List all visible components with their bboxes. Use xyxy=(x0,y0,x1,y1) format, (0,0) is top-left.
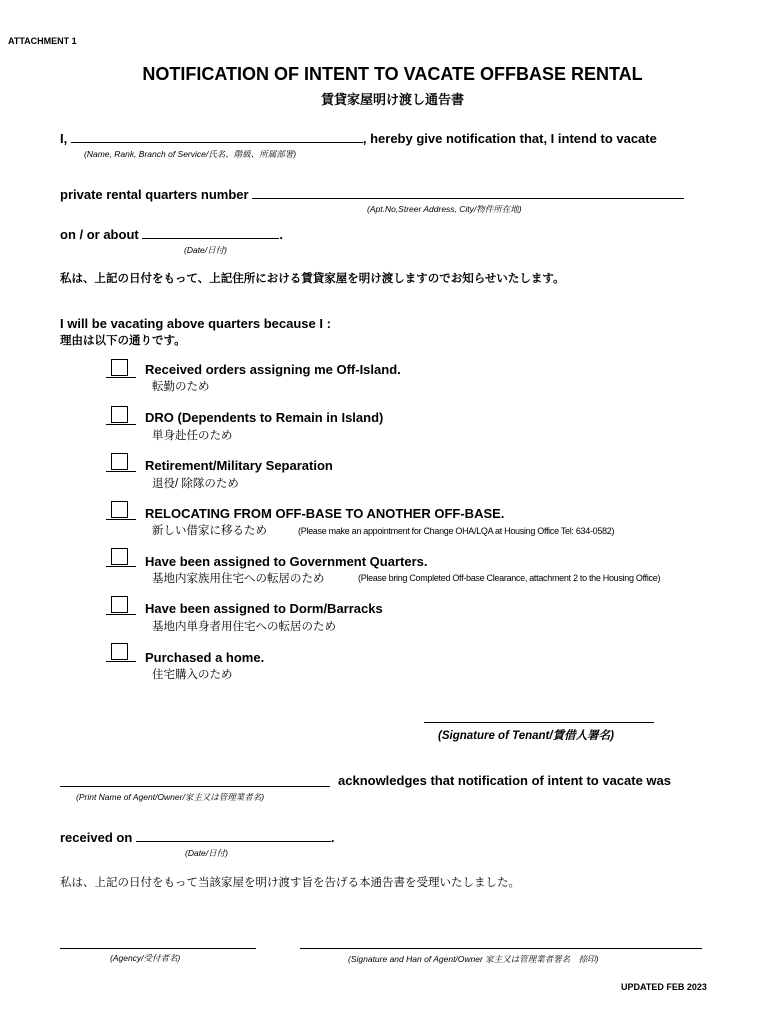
checkbox-underline xyxy=(106,377,136,378)
received-label: received on xyxy=(60,830,133,845)
tenant-prefix: I, xyxy=(60,131,68,146)
reasons-heading: I will be vacating above quarters because I : xyxy=(60,316,331,331)
reason-checkbox-orders[interactable] xyxy=(111,359,128,376)
date-row xyxy=(60,227,283,242)
tenant-name-field[interactable] xyxy=(71,142,363,143)
tenant-signature-hint: (Signature of Tenant/賃借人署名) xyxy=(438,730,614,742)
tenant-statement xyxy=(60,131,657,146)
reason-note-gov-quarters: (Please bring Completed Off-base Clearance, attachment 2 to the Housing Office) xyxy=(358,573,661,583)
reason-label-orders: Received orders assigning me Off-Island. xyxy=(145,362,401,377)
reason-label-retirement: Retirement/Military Separation xyxy=(145,458,333,473)
reason-label-relocating: RELOCATING FROM OFF-BASE TO ANOTHER OFF-BASE. xyxy=(145,506,505,521)
received-date-hint: (Date/日付) xyxy=(185,848,228,858)
reason-checkbox-retirement[interactable] xyxy=(111,453,128,470)
page-title-ja: 賃貸家屋明け渡し通告書 xyxy=(320,92,464,107)
reason-label-dro: DRO (Dependents to Remain in Island) xyxy=(145,410,384,425)
checkbox-underline xyxy=(106,519,136,520)
date-end: . xyxy=(279,227,283,242)
received-date-field[interactable] xyxy=(136,841,331,842)
receipt-ja: 私は、上記の日付をもって当該家屋を明け渡す旨を告げる本通告書を受理いたしました。 xyxy=(60,877,520,889)
ack-text: acknowledges that notification of intent to vacate was xyxy=(338,773,671,788)
agency-hint: (Agency/受付者名) xyxy=(110,953,181,963)
reason-checkbox-purchased[interactable] xyxy=(111,643,128,660)
page-title: NOTIFICATION OF INTENT TO VACATE OFFBASE RENTAL xyxy=(142,64,643,84)
agent-signature-field[interactable] xyxy=(300,948,702,949)
reason-label-purchased: Purchased a home. xyxy=(145,650,265,665)
reason-checkbox-gov-quarters[interactable] xyxy=(111,548,128,565)
tenant-statement-text: , hereby give notification that, I intend to vacate xyxy=(362,131,657,146)
reason-label-retirement-ja: 退役/ 除隊のため xyxy=(152,478,239,490)
reason-label-dorm-ja: 基地内単身者用住宅への転居のため xyxy=(152,621,336,633)
date-hint: (Date/日付) xyxy=(184,245,227,255)
checkbox-underline xyxy=(106,424,136,425)
reasons-heading-ja: 理由は以下の通りです。 xyxy=(60,335,186,347)
agent-signature-hint: (Signature and Han of Agent/Owner 家主又は管理業者署名 捺印) xyxy=(348,954,599,964)
reason-label-dorm: Have been assigned to Dorm/Barracks xyxy=(145,601,383,616)
reason-checkbox-dro[interactable] xyxy=(111,406,128,423)
checkbox-underline xyxy=(106,661,136,662)
tenant-signature-field[interactable] xyxy=(424,722,654,723)
checkbox-underline xyxy=(106,614,136,615)
reason-label-gov-quarters-ja: 基地内家族用住宅への転居のため xyxy=(152,573,325,585)
attachment-label: ATTACHMENT 1 xyxy=(8,36,77,46)
reason-label-gov-quarters: Have been assigned to Government Quarters. xyxy=(145,554,428,569)
received-row xyxy=(60,830,335,845)
reason-note-relocating: (Please make an appointment for Change OHA/LQA at Housing Office Tel: 634-0582) xyxy=(298,526,615,536)
date-label: on / or about xyxy=(60,227,139,242)
agent-name-field[interactable] xyxy=(60,786,330,787)
quarters-label: private rental quarters number xyxy=(60,187,249,202)
reason-label-orders-ja: 転勤のため xyxy=(152,381,210,393)
address-hint: (Apt.No,Streer Address, City/物件所在地) xyxy=(367,204,522,214)
received-end: . xyxy=(330,830,335,845)
agency-field[interactable] xyxy=(60,948,256,949)
updated-date: UPDATED FEB 2023 xyxy=(621,982,707,992)
reason-checkbox-relocating[interactable] xyxy=(111,501,128,518)
vacate-date-field[interactable] xyxy=(142,238,279,239)
agent-name-hint: (Print Name of Agent/Owner/家主又は管理業者名) xyxy=(76,792,265,802)
reason-label-dro-ja: 単身赴任のため xyxy=(152,430,233,442)
reason-label-purchased-ja: 住宅購入のため xyxy=(152,669,233,681)
tenant-name-hint: (Name, Rank, Branch of Service/氏名、階級、所属部署) xyxy=(84,149,297,159)
notice-ja: 私は、上記の日付をもって、上記住所における賃貸家屋を明け渡しますのでお知らせいたします。 xyxy=(60,273,565,285)
quarters-address-field[interactable] xyxy=(252,198,684,199)
reason-label-relocating-ja: 新しい借家に移るため xyxy=(152,525,267,537)
quarters-row xyxy=(60,187,684,202)
checkbox-underline xyxy=(106,471,136,472)
reason-checkbox-dorm[interactable] xyxy=(111,596,128,613)
checkbox-underline xyxy=(106,566,136,567)
